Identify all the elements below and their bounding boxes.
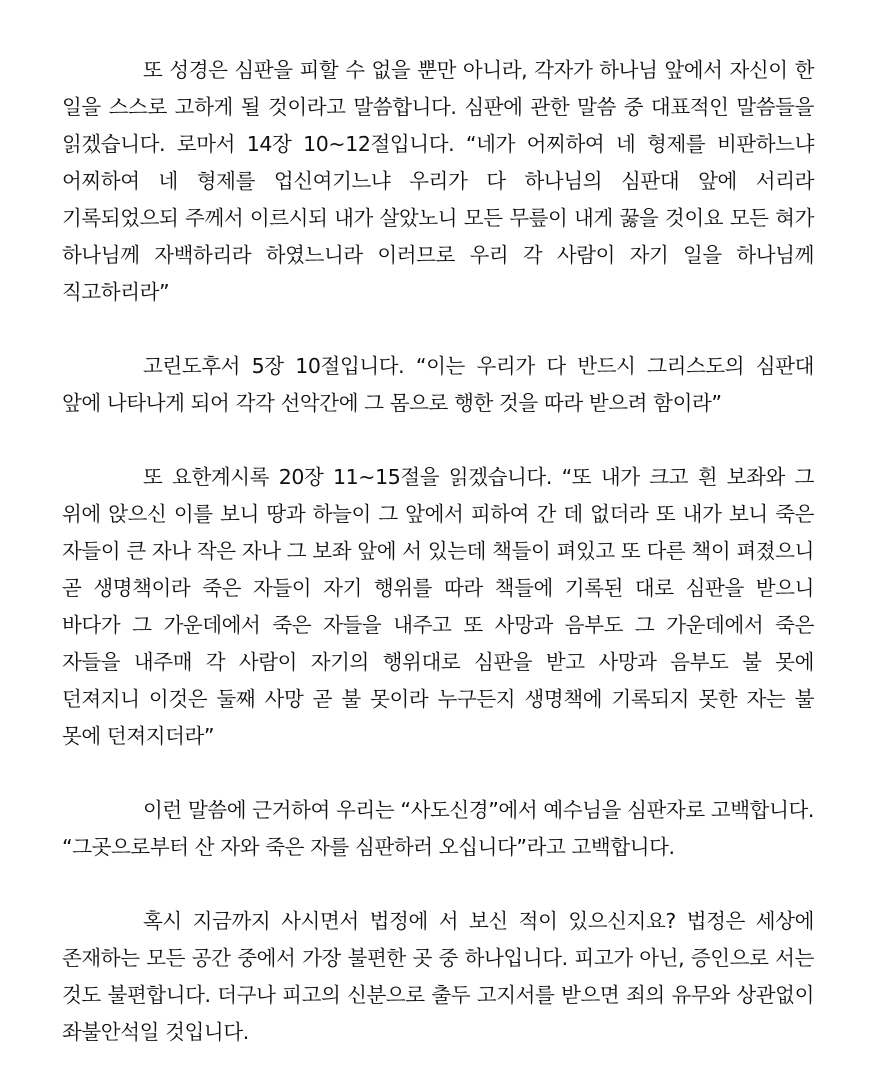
paragraph-courtroom: 혹시 지금까지 사시면서 법정에 서 보신 적이 있으신지요? 법정은 세상에 존재하는 모든 공간 중에서 가장 불편한 곳 중 하나입니다. 피고가 아닌, 증인으로 서는 것도 불편합니다. 더구나 피고의 신분으로 출두 고지서를 받으면 죄의 유무와 상관없이 좌불안석일 것입니다. (62, 909, 814, 1044)
document-page (62, 52, 814, 1051)
paragraph-apostles-creed: 이런 말씀에 근거하여 우리는 “사도신경”에서 예수님을 심판자로 고백합니다. “그곳으로부터 산 자와 죽은 자를 심판하러 오십니다”라고 고백합니다. (62, 798, 814, 859)
paragraph-romans: 또 성경은 심판을 피할 수 없을 뿐만 아니라, 각자가 하나님 앞에서 자신이 한 일을 스스로 고하게 될 것이라고 말씀합니다. 심판에 관한 말씀 중 대표적인 말씀들을 읽겠습니다. 로마서 14장 10~12절입니다. “네가 어찌하여 네 형제를 비판하느냐 어찌하여 네 형제를 업신여기느냐 우리가 다 하나님의 심판대 앞에 서리라 기록되었으되 주께서 이르시되 내가 살았노니 모든 무릎이 내게 꿇을 것이요 모든 혀가 하나님께 자백하리라 하였느니라 이러므로 우리 각 사람이 자기 일을 하나님께 직고하리라” (62, 58, 814, 304)
paragraph-revelation: 또 요한계시록 20장 11~15절을 읽겠습니다. “또 내가 크고 흰 보좌와 그 위에 앉으신 이를 보니 땅과 하늘이 그 앞에서 피하여 간 데 없더라 또 내가 보니 죽은 자들이 큰 자나 작은 자나 그 보좌 앞에 서 있는데 책들이 펴있고 또 다른 책이 펴졌으니 곧 생명책이라 죽은 자들이 자기 행위를 따라 책들에 기록된 대로 심판을 받으니 바다가 그 가운데에서 죽은 자들을 내주고 또 사망과 음부도 그 가운데에서 죽은 자들을 내주매 각 사람이 자기의 행위대로 심판을 받고 사망과 음부도 불 못에 던져지니 이것은 둘째 사망 곧 불 못이라 누구든지 생명책에 기록되지 못한 자는 불 못에 던져지더라” (62, 465, 814, 748)
paragraph-corinthians: 고린도후서 5장 10절입니다. “이는 우리가 다 반드시 그리스도의 심판대 앞에 나타나게 되어 각각 선악간에 그 몸으로 행한 것을 따라 받으려 함이라” (62, 354, 814, 415)
